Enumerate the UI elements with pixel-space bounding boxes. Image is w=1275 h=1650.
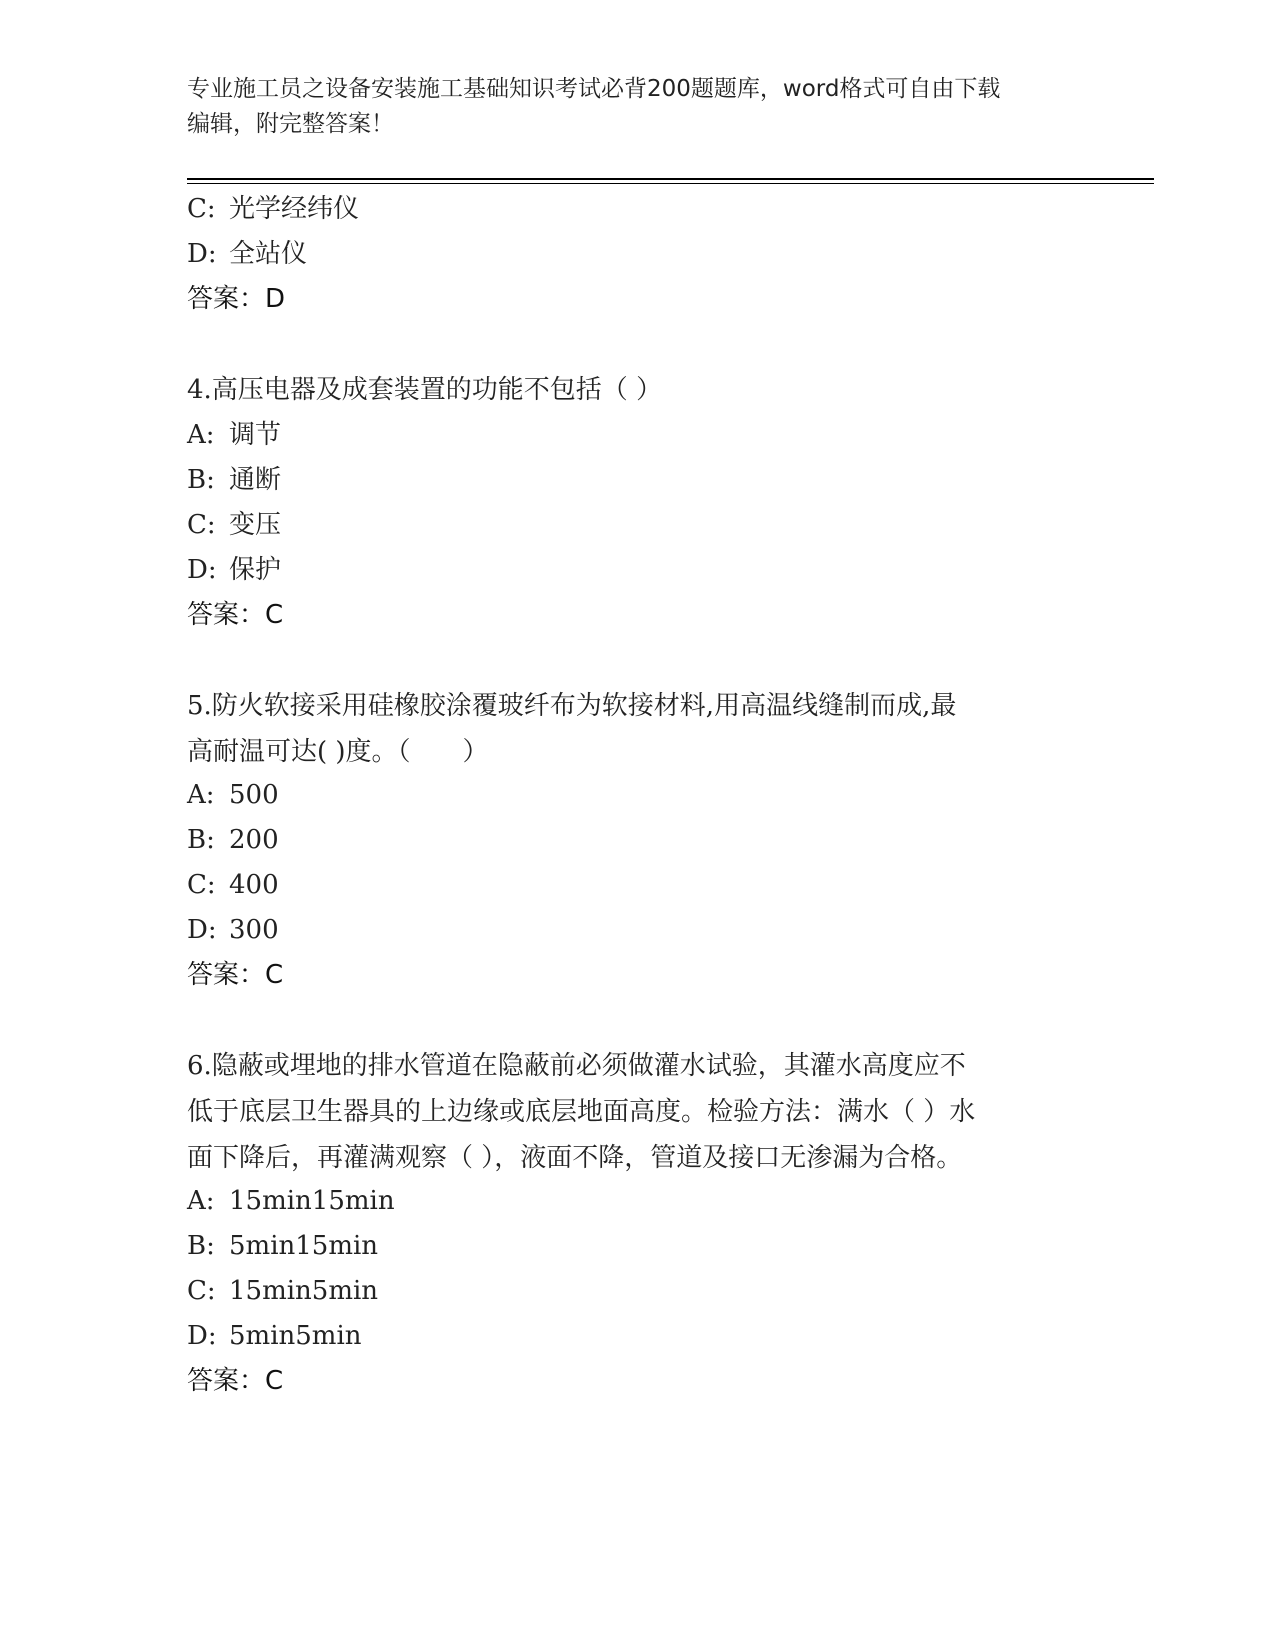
q5-stem	[187, 683, 1077, 775]
q4-stem: 4.高压电器及成套装置的功能不包括（ ）	[187, 375, 663, 405]
q4-option-c	[187, 507, 281, 543]
q4-option-b	[187, 462, 281, 498]
q3-option-c	[187, 191, 359, 227]
q3-answer: 答案：D	[187, 284, 286, 314]
option-label: C:	[187, 194, 216, 224]
option-label: C:	[187, 870, 216, 900]
option-label: C:	[187, 1276, 216, 1306]
option-label: B:	[187, 465, 215, 495]
option-text: 5min5min	[229, 1321, 362, 1351]
option-text: 光学经纬仪	[229, 194, 360, 224]
q5-option-d	[187, 912, 279, 948]
q4-option-d	[187, 552, 281, 588]
option-text: 通断	[229, 465, 282, 495]
option-text: 400	[229, 870, 279, 900]
option-text: 15min5min	[229, 1276, 379, 1306]
q3-option-d	[187, 236, 307, 272]
q6-answer: 答案：C	[187, 1366, 284, 1396]
q6-option-c	[187, 1273, 378, 1309]
q5-stem-line-2: 高耐温可达( )度。（ ）	[187, 737, 489, 767]
option-label: D:	[187, 915, 217, 945]
option-label: A:	[187, 780, 215, 810]
option-text: 调节	[229, 420, 282, 450]
option-text: 保护	[229, 555, 282, 585]
q4-answer: 答案：C	[187, 600, 284, 630]
q6-stem-line-3: 面下降后，再灌满观察（ ），液面不降，管道及接口无渗漏为合格。	[187, 1143, 963, 1173]
option-text: 变压	[229, 510, 282, 540]
q5-option-c	[187, 867, 279, 903]
option-label: B:	[187, 825, 215, 855]
q5-option-a	[187, 777, 279, 813]
option-text: 500	[229, 780, 279, 810]
option-label: A:	[187, 420, 215, 450]
q5-option-b	[187, 822, 279, 858]
option-text: 15min15min	[229, 1186, 395, 1216]
header-title-line-1: 专业施工员之设备安装施工基础知识考试必背200题题库，word格式可自由下载	[187, 76, 1001, 102]
q6-option-a	[187, 1183, 395, 1219]
q6-stem-line-2: 低于底层卫生器具的上边缘或底层地面高度。检验方法：满水（ ）水	[187, 1097, 976, 1127]
option-label: B:	[187, 1231, 215, 1261]
option-text: 全站仪	[229, 239, 308, 269]
option-label: D:	[187, 1321, 217, 1351]
q5-answer: 答案：C	[187, 960, 284, 990]
option-text: 300	[229, 915, 279, 945]
q6-option-d	[187, 1318, 362, 1354]
q5-stem-line-1: 5.防火软接采用硅橡胶涂覆玻纤布为软接材料,用高温线缝制而成,最	[187, 691, 957, 721]
q6-option-b	[187, 1228, 378, 1264]
option-text: 5min15min	[229, 1231, 379, 1261]
option-label: D:	[187, 239, 217, 269]
option-label: D:	[187, 555, 217, 585]
document-header	[187, 72, 1087, 142]
header-divider-thin	[187, 183, 1154, 184]
option-label: A:	[187, 1186, 215, 1216]
header-divider-thick	[187, 178, 1154, 180]
option-label: C:	[187, 510, 216, 540]
q6-stem-line-1: 6.隐蔽或埋地的排水管道在隐蔽前必须做灌水试验，其灌水高度应不	[187, 1051, 966, 1081]
q6-stem	[187, 1043, 1077, 1181]
option-text: 200	[229, 825, 279, 855]
header-title-line-2: 编辑，附完整答案！	[187, 111, 394, 137]
q4-option-a	[187, 417, 281, 453]
